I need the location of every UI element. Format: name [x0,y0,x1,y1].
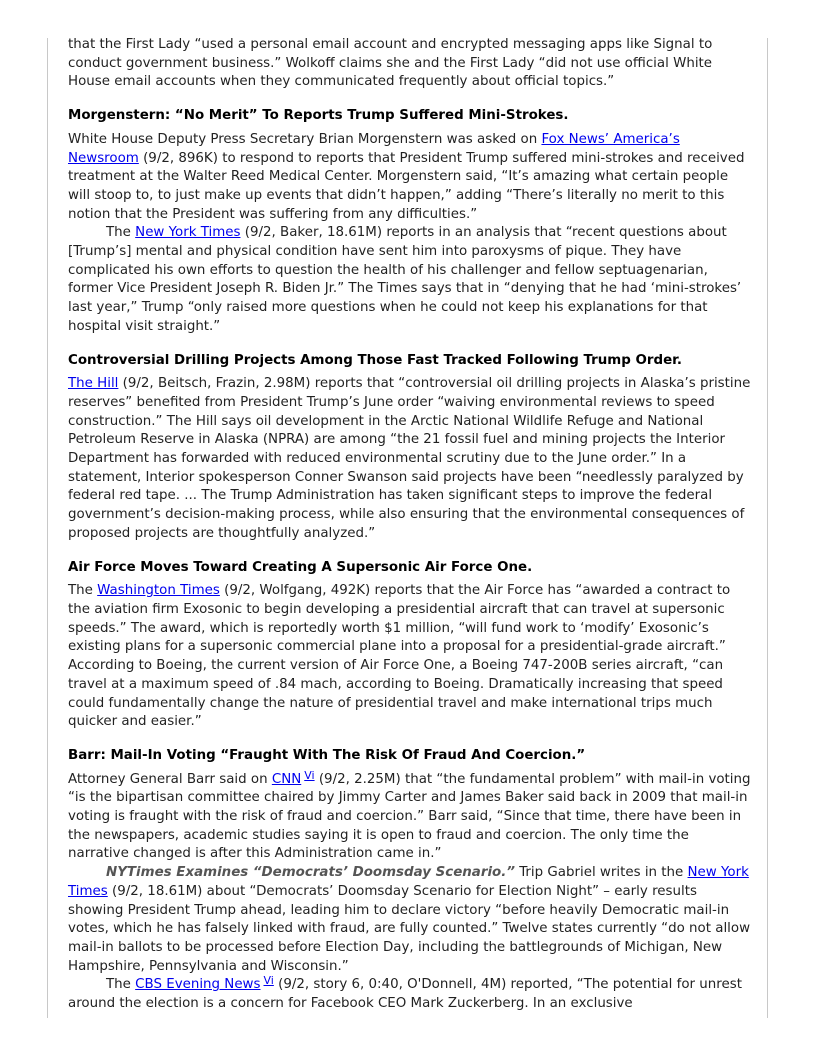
link-cbs-evening-news[interactable]: CBS Evening News [135,977,261,993]
text-span: (9/2, 2.25M) that “the fundamental problem” with mail-in voting “is the bipartisan committee chaired by Jimmy Carter and James Baker said back in 2009 that mail-in voting is fraught with the risk of fraud and coercion.” Barr said, “Since that time, there have been in the newspapers, academic studies saying it is open to fraud and coercion. The only time the narrative changed is after this Administration came in.” [68,771,751,862]
article-air-force [68,559,752,732]
text-span: The [68,583,98,599]
paragraph [68,582,752,732]
video-link-cbs[interactable]: Vi [263,974,274,988]
text-span: (9/2, Baker, 18.61M) reports in an analysis that “recent questions about [Trump’s] mental and physical condition have sent him into paroxysms of pique. They have complicated his own efforts to question the health of his challenger and fellow septuagenarian, former Vice President Joseph R. Biden Jr.” The Times says that in “denying that he had ‘mini-strokes’ last year,” Trump “only raised more questions when he could not keep his explanations for that hospital visit straight.” [68,225,742,334]
headline-morgenstern: Morgenstern: “No Merit” To Reports Trump Suffered Mini-Strokes. [68,108,569,124]
link-fox-news[interactable]: Fox News’ America’s Newsroom [68,131,680,166]
paragraph [68,224,752,336]
text-span: (9/2, story 6, 0:40, O'Donnell, 4M) reported, “The potential for unrest around the election is a concern for Facebook CEO Mark Zuckerberg. In an exclusive [68,977,742,1012]
article-barr [68,747,752,1014]
paragraph [68,375,752,543]
link-the-hill[interactable]: The Hill [68,376,119,392]
right-margin-rule [767,38,768,1018]
left-margin-rule [47,38,48,1018]
headline-barr: Barr: Mail-In Voting “Fraught With The Risk Of Fraud And Coercion.” [68,747,586,763]
subhead-nytimes: NYTimes Examines “Democrats’ Doomsday Scenario.” [106,865,515,881]
paragraph [68,976,752,1013]
article-morgenstern [68,107,752,336]
text-span: Attorney General Barr said on [68,771,272,787]
continuation-paragraph: that the First Lady “used a personal email account and encrypted messaging apps like Signal to conduct government business.” Wolkoff claims she and the First Lady “did not use official White House email accounts when they communicated frequently about official topics.” [68,37,713,90]
link-new-york-times-2[interactable]: New York Times [68,865,749,899]
text-span: The [106,977,136,993]
headline-drilling: Controversial Drilling Projects Among Those Fast Tracked Following Trump Order. [68,352,682,368]
text-span: (9/2, 896K) to respond to reports that President Trump suffered mini-strokes and received treatment at the Walter Reed Medical Center. Morgenstern said, “It’s amazing what certain people will stoop to, to just make up events that didn’t happen,” adding “There’s literally no merit to this notion that the President was suffering from any difficulties.” [68,150,745,222]
link-washington-times[interactable]: Washington Times [97,583,220,599]
article-drilling [68,352,752,544]
link-new-york-times[interactable]: New York Times [135,225,241,241]
video-link-cnn[interactable]: Vi [304,768,315,782]
text-span: The [106,225,136,241]
paragraph [68,131,752,225]
headline-air-force: Air Force Moves Toward Creating A Supersonic Air Force One. [68,559,533,575]
document-page [68,36,752,1014]
text-span: (9/2, 18.61M) about “Democrats’ Doomsday Scenario for Election Night” – early results showing President Trump ahead, leading him to declare victory “before heavily Democratic mail-in votes, which he has falsely linked with fraud, are fully counted.” Twelve states currently “do not allow mail-in ballots to be processed before Election Day, including the battlegrounds of Michigan, New Hampshire, Pennsylvania and Wisconsin.” [68,883,751,974]
link-cnn[interactable]: CNN [271,771,302,787]
paragraph [68,768,752,865]
text-span: White House Deputy Press Secretary Brian Morgenstern was asked on [68,131,542,147]
text-span: (9/2, Wolfgang, 492K) reports that the Air Force has “awarded a contract to the aviation firm Exosonic to begin developing a presidential aircraft that can travel at supersonic speeds.” The award, which is reportedly worth $1 million, “will fund work to ‘modify’ Exosonic’s existing plans for a supersonic commercial plane into a proposal for a presidential-grade aircraft.” According to Boeing, the current version of Air Force One, a Boeing 747-200B series aircraft, “can travel at a maximum speed of .84 mach, according to Boeing. Dramatically increasing that speed could fundamentally change the nature of presidential travel and make international trips much quicker and easier.” [68,583,731,730]
text-span: Trip Gabriel writes in the [514,865,688,881]
text-span: (9/2, Beitsch, Frazin, 2.98M) reports that “controversial oil drilling projects in Alaska’s pristine reserves” benefited from President Trump’s June order “waiving environmental reviews to speed construction.” The Hill says oil development in the Arctic National Wildlife Refuge and National Petroleum Reserve in Alaska (NPRA) are among “the 21 fossil fuel and mining projects the Interior Department has forwarded with reduced environmental scrutiny due to the June order.” In a statement, Interior spokesperson Conner Swanson said projects have been “needlessly paralyzed by federal red tape. ... The Trump Administration has taken significant steps to improve the federal government’s decision-making process, while also ensuring that the environmental consequences of proposed projects are thoughtfully analyzed.” [68,376,751,541]
paragraph [68,864,752,976]
